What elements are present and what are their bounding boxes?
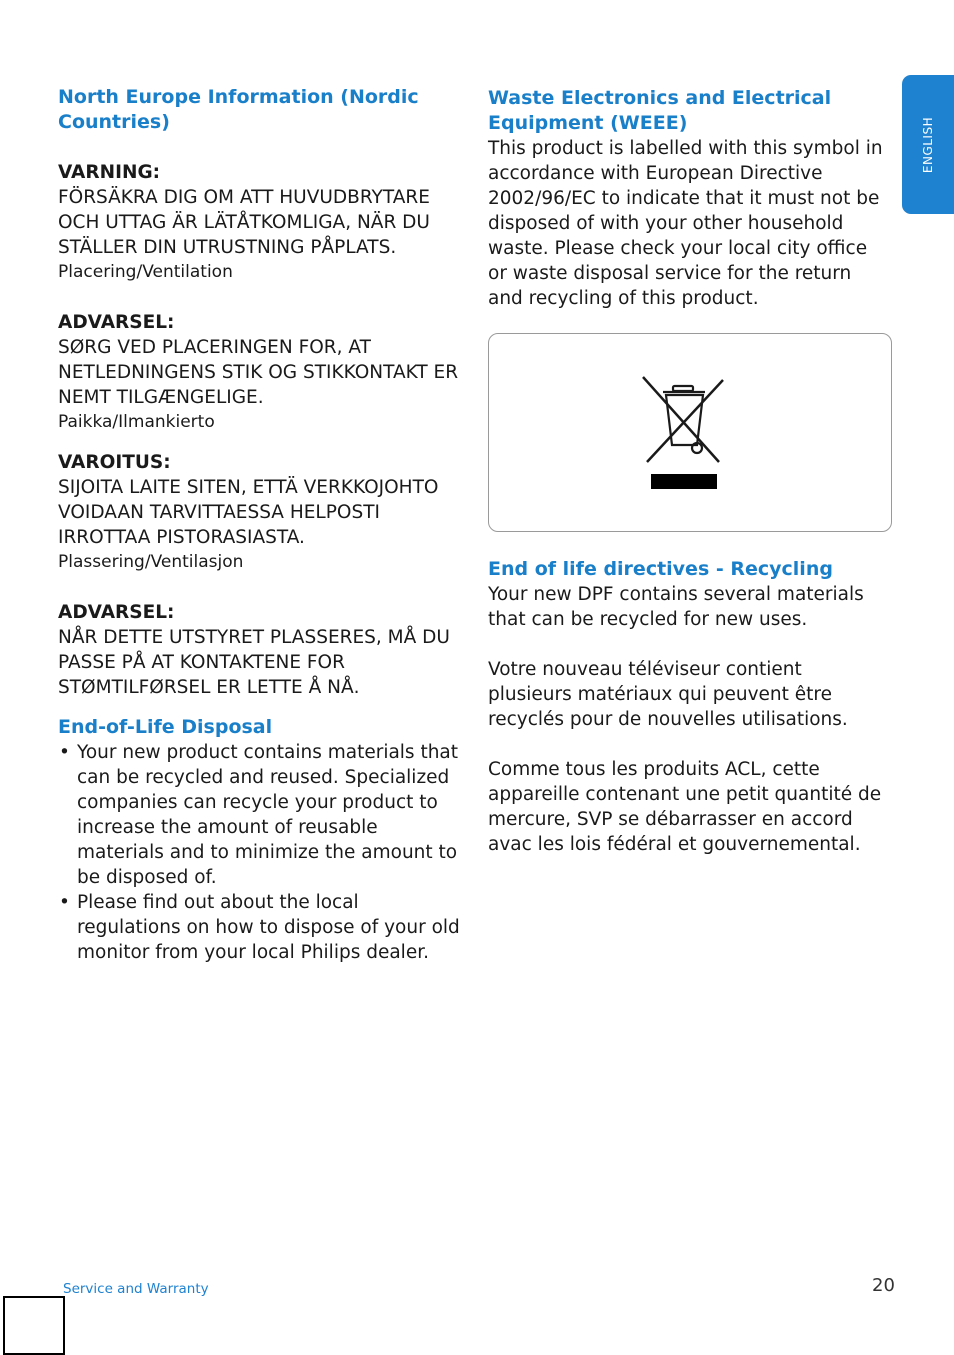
varoitus-text: SIJOITA LAITE SITEN, ETTÄ VERKKOJOHTO VOIDAAN TARVITTAESSA HELPOSTI IRROTTAA PISTORASIASTA. <box>58 477 439 548</box>
nordic-heading: North Europe Information (Nordic Countries) <box>58 86 419 133</box>
language-tab-label: ENGLISH <box>921 116 935 173</box>
recycling-fr-2: Comme tous les produits ACL, cette appareille contenant une petit quantité de mercure, SVP se débarrasser en accord avac les lois fédéral et gouvernemental. <box>488 759 882 855</box>
advarsel-dk-text: SØRG VED PLACERINGEN FOR, AT NETLEDNINGENS STIK OG STIKKONTAKT ER NEMT TILGÆNGELIGE. <box>58 337 459 408</box>
footer-section: Service and Warranty <box>63 1281 209 1297</box>
corner-frame <box>3 1296 65 1355</box>
language-tab[interactable] <box>902 75 954 214</box>
crossed-out-wheelie-bin-icon <box>639 372 739 497</box>
eol-heading: End-of-Life Disposal <box>58 716 273 738</box>
weee-text: This product is labelled with this symbol in accordance with European Directive 2002/96/EC to indicate that it must not be disposed of with your other household waste. Please check your local city office or waste disposal service for the return and recycling of this product. <box>488 138 883 309</box>
varoitus-next: Plassering/Ventilasjon <box>58 552 244 572</box>
list-item: • Please find out about the local regulations on how to dispose of your old monitor from your local Philips dealer. <box>58 890 468 965</box>
advarsel-no-label: ADVARSEL: <box>58 602 175 623</box>
advarsel-no-text: NÅR DETTE UTSTYRET PLASSERES, MÅ DU PASSE PÅ AT KONTAKTENE FOR STØMTILFØRSEL ER LETTE Å NÅ. <box>58 627 450 698</box>
recycling-fr-1: Votre nouveau téléviseur contient plusieurs matériaux qui peuvent être recyclés pour de nouvelles utilisations. <box>488 659 848 730</box>
recycling-heading: End of life directives - Recycling <box>488 558 833 580</box>
varoitus-label: VAROITUS: <box>58 452 171 473</box>
varning-next: Placering/Ventilation <box>58 262 233 282</box>
list-item: • Your new product contains materials that can be recycled and reused. Specialized companies can recycle your product to increase the amount of reusable materials and to minimize the amount to be disposed of. <box>58 740 468 890</box>
advarsel-dk-next: Paikka/Ilmankierto <box>58 412 215 432</box>
left-column <box>58 85 468 965</box>
varning-label: VARNING: <box>58 162 161 183</box>
advarsel-dk-label: ADVARSEL: <box>58 312 175 333</box>
page-number: 20 <box>872 1275 895 1296</box>
varning-text: FÖRSÄKRA DIG OM ATT HUVUDBRYTARE OCH UTTAG ÄR LÄTÅTKOMLIGA, NÄR DU STÄLLER DIN UTRUSTNING PÅPLATS. <box>58 187 430 258</box>
right-column <box>488 86 888 857</box>
weee-symbol-box <box>488 333 892 532</box>
weee-heading: Waste Electronics and Electrical Equipment (WEEE) <box>488 87 832 134</box>
eol-list <box>58 740 468 965</box>
recycling-en: Your new DPF contains several materials that can be recycled for new uses. <box>488 584 864 630</box>
